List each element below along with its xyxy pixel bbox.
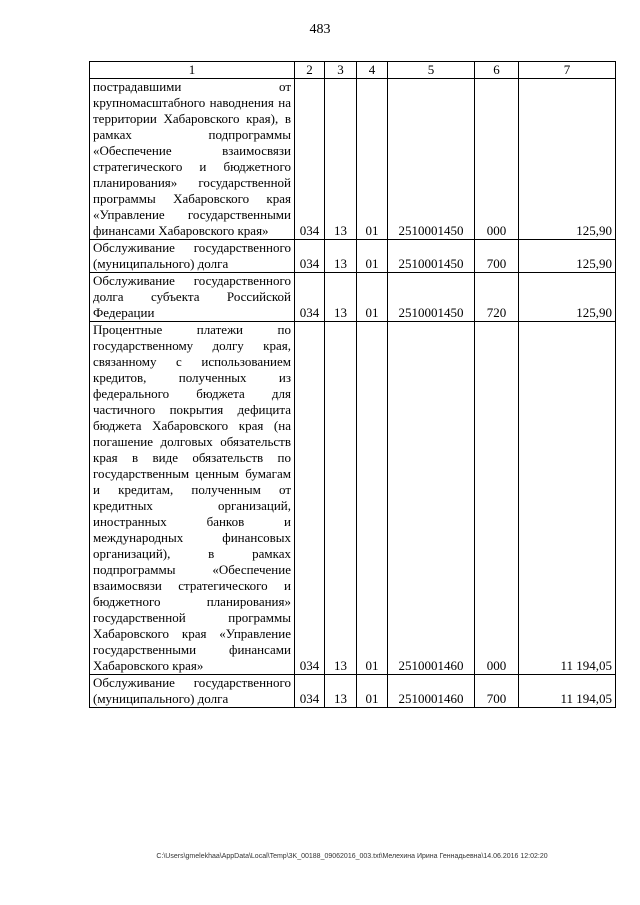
table-row [90, 322, 616, 675]
amount: 11 194,05 [519, 322, 616, 675]
target-article-code: 2510001460 [388, 322, 475, 675]
row-description: пострадавшими от крупномасштабного наводнения на территории Хабаровского края), в рамках подпрограммы «Обеспечение взаимосвязи стратегического и бюджетного планирования» государственной программы Хабаровского края «Управление государственными финансами Хабаровского края» [90, 79, 295, 240]
budget-table [89, 61, 616, 708]
column-header-4: 4 [357, 62, 388, 79]
column-header-6: 6 [475, 62, 519, 79]
subsection-code: 01 [357, 322, 388, 675]
subsection-code: 01 [357, 273, 388, 322]
expense-type-code: 700 [475, 675, 519, 708]
footer-file-path: C:\Users\gmelekhaa\AppData\Local\Temp\3K_00188_09062016_003.txt\Мелехина Ирина Геннадьевна\14.06.2016 12:02:20 [156, 853, 548, 860]
target-article-code: 2510001450 [388, 240, 475, 273]
ministry-code: 034 [295, 322, 325, 675]
page-number: 483 [309, 22, 331, 37]
row-description: Процентные платежи по государственному долгу края, связанному с использованием кредитов, полученных из федерального бюджета для частичного покрытия дефицита бюджета Хабаровского края (на погашение долговых обязательств края в виде обязательств по государственным ценным бумагам и кредитам, полученным от кредитных организаций, иностранных банков и международных финансовых организаций), в рамках подпрограммы «Обеспечение взаимосвязи стратегического и бюджетного планирования» государственной программы Хабаровского края «Управление государственными финансами Хабаровского края» [90, 322, 295, 675]
subsection-code: 01 [357, 240, 388, 273]
amount: 11 194,05 [519, 675, 616, 708]
column-header-1: 1 [90, 62, 295, 79]
amount: 125,90 [519, 273, 616, 322]
section-code: 13 [325, 273, 357, 322]
table-header-row [90, 62, 616, 79]
column-header-3: 3 [325, 62, 357, 79]
subsection-code: 01 [357, 675, 388, 708]
expense-type-code: 720 [475, 273, 519, 322]
table-row [90, 273, 616, 322]
table-row [90, 79, 616, 240]
ministry-code: 034 [295, 79, 325, 240]
amount: 125,90 [519, 79, 616, 240]
column-header-5: 5 [388, 62, 475, 79]
amount: 125,90 [519, 240, 616, 273]
column-header-2: 2 [295, 62, 325, 79]
target-article-code: 2510001450 [388, 79, 475, 240]
table-row [90, 675, 616, 708]
ministry-code: 034 [295, 240, 325, 273]
row-description: Обслуживание государственного долга субъекта Российской Федерации [90, 273, 295, 322]
section-code: 13 [325, 240, 357, 273]
column-header-7: 7 [519, 62, 616, 79]
ministry-code: 034 [295, 273, 325, 322]
target-article-code: 2510001460 [388, 675, 475, 708]
row-description: Обслуживание государственного (муниципального) долга [90, 240, 295, 273]
subsection-code: 01 [357, 79, 388, 240]
ministry-code: 034 [295, 675, 325, 708]
section-code: 13 [325, 675, 357, 708]
expense-type-code: 000 [475, 322, 519, 675]
section-code: 13 [325, 79, 357, 240]
expense-type-code: 700 [475, 240, 519, 273]
table-row [90, 240, 616, 273]
section-code: 13 [325, 322, 357, 675]
expense-type-code: 000 [475, 79, 519, 240]
target-article-code: 2510001450 [388, 273, 475, 322]
row-description: Обслуживание государственного (муниципального) долга [90, 675, 295, 708]
